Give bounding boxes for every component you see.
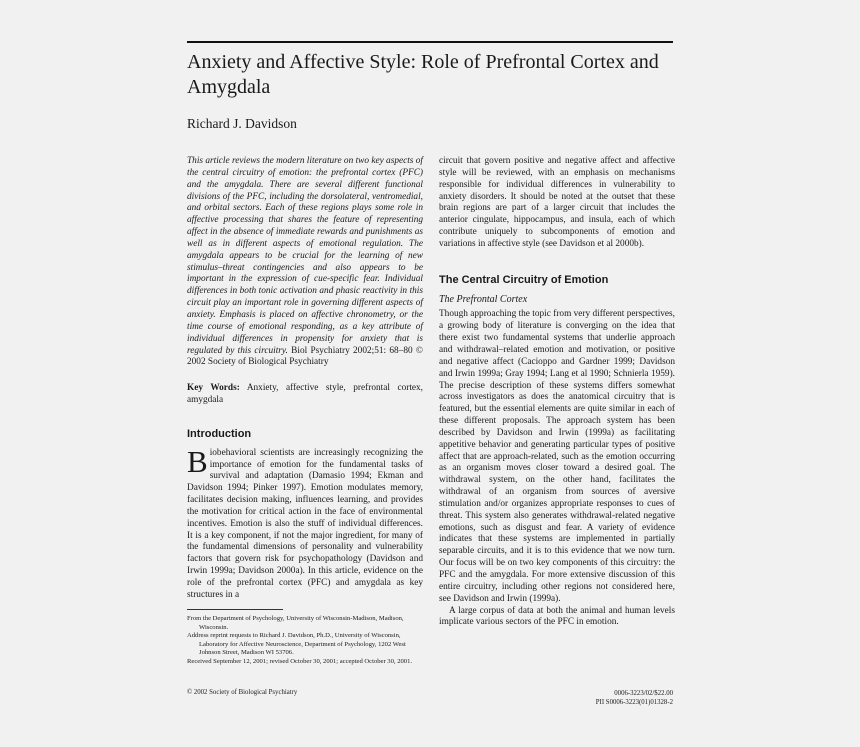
footnote-affiliation: From the Department of Psychology, University of Wisconsin-Madison, Madison, Wisconsin.	[187, 615, 404, 631]
abstract	[187, 156, 423, 369]
left-column	[187, 156, 423, 602]
right-column	[439, 156, 675, 629]
pfc-paragraph-1: Though approaching the topic from very different perspectives, a growing body of literature is converging on the idea that there exist two fundamental systems that underlie approach and withdrawal–related emotion and motivation, or positive and negative affect (Cacioppo and Gardner 1999; Davidson and Irwin 1999a; Gray 1994; Lang et al 1990; Schnierla 1959). The precise description of these systems differs somewhat across investigators as does the anatomical circuitry that is featured, but the essential elements are quite similar in each of these different proposals. The approach system has been described by Davidson and Irwin (1999a) as facilitating appetitive behavior and generating particular types of positive affect that are approach-related, such as the emotion occurring as an organism moves closer toward a desired goal. The withdrawal system, on the other hand, facilitates the withdrawal of an organism from sources of aversive stimulation and/or organizes appropriate responses to cues of threat. This system also generates withdrawal-related negative emotions, such as disgust and fear. A variety of evidence indicates that these systems are implemented in partially separable circuits, and it is to this evidence that we now turn. Our focus will be on two key components of this circuitry: the PFC and the amygdala. For more extensive discussion of this entire circuitry, including other regions not considered here, see Davidson and Irwin (1999a).	[439, 309, 675, 604]
footer-ids	[560, 689, 673, 707]
subsection-heading: The Prefrontal Cortex	[439, 293, 528, 305]
drop-cap: B	[187, 443, 208, 479]
intro-paragraph	[187, 443, 423, 602]
pfc-paragraph-2: A large corpus of data at both the animal and human levels implicate various sectors of the PFC in emotion.	[439, 605, 675, 628]
top-rule	[187, 41, 673, 43]
right-intro-paragraph: circuit that govern positive and negative affect and affective style will be reviewed, with an emphasis on mechanisms responsible for individual differences in vulnerability to anxiety disorders. It should be noted at the outset that these brain regions are part of a larger circuit that includes the anterior cingulate, hippocampus, and insula, each of which contribute uniquely to subcomponents of emotion and variations in affective style (see Davidson et al 2000b).	[439, 156, 675, 249]
footnotes	[187, 615, 423, 667]
intro-text: iobehavioral scientists are increasingly recognizing the importance of emotion for the fundamental tasks of survival and adaptation (Damasio 1994; Ekman and Davidson 1994; Pinker 1997). Emotion modulates memory, facilitates decision making, influences learning, and provides the motivation for critical action in the face of environmental incentives. Emotion is also the stuff of individual differences. It is a key component, if not the major ingredient, for many of the fundamental dimensions of personality and vulnerability factors that govern risk for psychopathology (Davidson and Irwin 1999a; Davidson 2000a). In this article, evidence on the role of the prefrontal cortex (PFC) and amygdala as key structures in a	[187, 447, 423, 600]
abstract-citation: Biol Psychiatry 2002;51: 68–80 © 2002 Society of Biological Psychiatry	[187, 345, 423, 368]
footnote-address: Address reprint requests to Richard J. Davidson, Ph.D., University of Wisconsin, Laboratory for Affective Neuroscience, Department of Psychology, 1202 West Johnson Street, Madison WI 53706.	[187, 632, 406, 657]
footer-pii: PII S0006-3223(01)01328-2	[595, 699, 673, 706]
article-title: Anxiety and Affective Style: Role of Prefrontal Cortex and Amygdala	[187, 51, 659, 98]
intro-heading: Introduction	[187, 427, 252, 440]
abstract-text: This article reviews the modern literature on two key aspects of the central circuitry of emotion: the prefrontal cortex (PFC) and the amygdala. There are several different functional divisions of the PFC, including the dorsolateral, ventromedial, and orbital sectors. Each of these regions plays some role in affective processing that shares the feature of representing affect in the absence of immediate rewards and punishments as well as in different aspects of emotional regulation. The amygdala appears to be crucial for the learning of new stimulus–threat contingencies and also appears to be important in the expression of cue-specific fear. Individual differences in both tonic activation and phasic reactivity in this circuit play an important role in governing different aspects of anxiety. Emphasis is placed on affective chronometry, or the time course of emotional responding, as a key attribute of individual differences in propensity for anxiety that is regulated by this circuitry.	[187, 156, 423, 356]
keywords-text: Anxiety, affective style, prefrontal cortex, amygdala	[187, 383, 424, 406]
footer-copyright: © 2002 Society of Biological Psychiatry	[187, 689, 298, 696]
footer-issn: 0006-3223/02/$22.00	[614, 690, 673, 697]
footnote-rule	[187, 609, 283, 610]
article-author: Richard J. Davidson	[187, 116, 297, 131]
keywords-label: Key Words:	[187, 383, 240, 394]
keywords	[187, 383, 423, 407]
section-heading: The Central Circuitry of Emotion	[439, 273, 609, 286]
footnote-dates: Received September 12, 2001; revised October 30, 2001; accepted October 30, 2001.	[187, 657, 413, 665]
